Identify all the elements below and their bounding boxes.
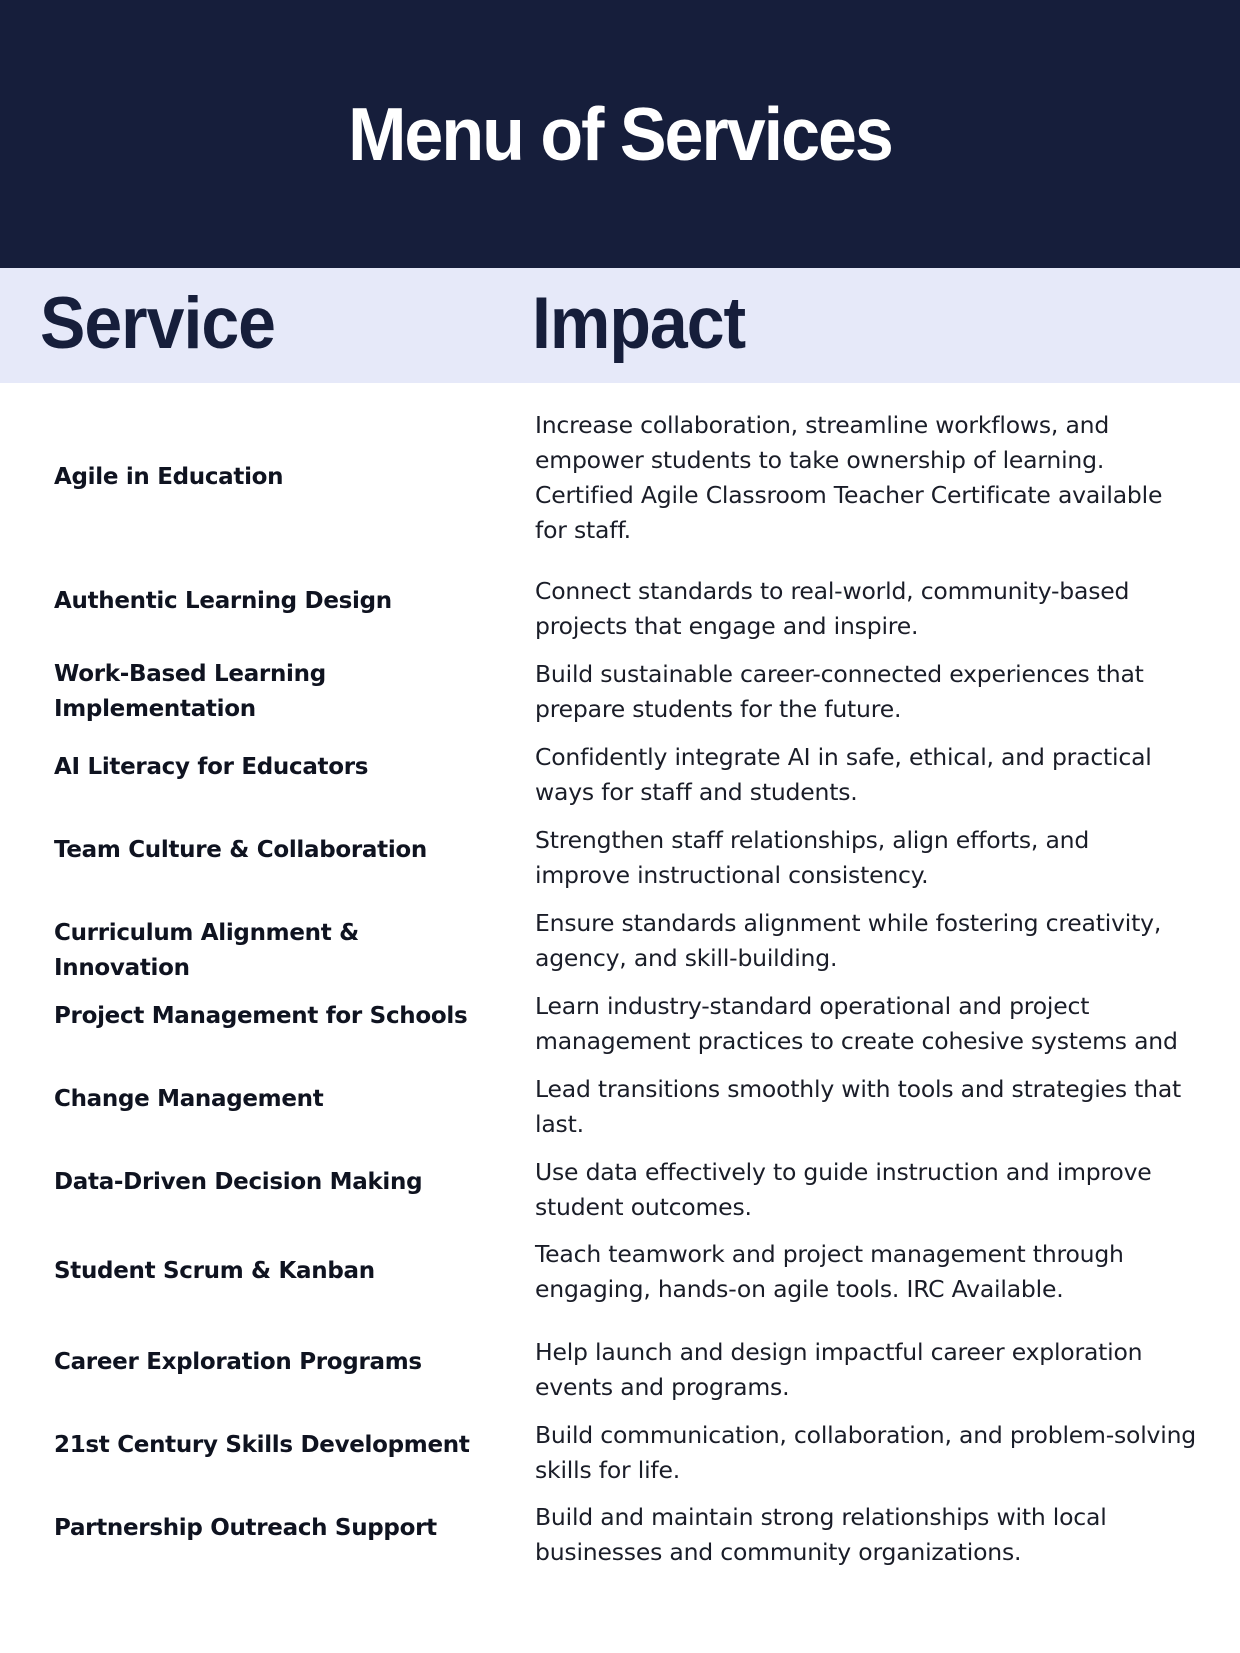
service-name <box>54 916 494 986</box>
service-name <box>54 1082 494 1117</box>
impact-line: Build communication, collaboration, and problem-solving <box>535 1421 1196 1449</box>
service-name <box>54 999 494 1034</box>
service-name-line: Curriculum Alignment & Innovation <box>54 920 359 981</box>
impact-line: student outcomes. <box>535 1193 752 1221</box>
impact-line: empower students to take ownership of learning. <box>535 446 1105 474</box>
impact-line: for staff. <box>535 516 631 544</box>
impact-line: Learn industry-standard operational and project <box>535 992 1090 1020</box>
service-name <box>54 657 494 727</box>
service-name-line: Implementation <box>54 696 256 722</box>
impact-line: Connect standards to real-world, community-based <box>535 577 1130 605</box>
impact-line: Teach teamwork and project management through <box>535 1240 1124 1268</box>
impact-description <box>535 906 1215 976</box>
impact-line: prepare students for the future. <box>535 695 902 723</box>
impact-line: Confidently integrate AI in safe, ethical, and practical <box>535 743 1152 771</box>
impact-description <box>535 1500 1215 1570</box>
service-name <box>54 1428 494 1463</box>
column-header-bar <box>0 268 1240 383</box>
service-name <box>54 833 494 868</box>
impact-column-header: Impact <box>532 281 746 365</box>
service-name-line: Data-Driven Decision Making <box>54 1169 423 1195</box>
service-name <box>54 460 494 495</box>
impact-description <box>535 740 1215 810</box>
service-name-line: Project Management for Schools <box>54 1003 468 1029</box>
impact-line: Lead transitions smoothly with tools and strategies that <box>535 1075 1182 1103</box>
service-name-line: Change Management <box>54 1086 324 1112</box>
service-name-line: Authentic Learning Design <box>54 588 392 614</box>
impact-description <box>535 1237 1215 1307</box>
service-name-line: Team Culture & Collaboration <box>54 837 427 863</box>
page-title: Menu of Services <box>348 91 892 177</box>
impact-line: Help launch and design impactful career exploration <box>535 1338 1143 1366</box>
service-name <box>54 1254 494 1289</box>
impact-description <box>535 1418 1215 1488</box>
impact-line: Use data effectively to guide instruction and improve <box>535 1158 1152 1186</box>
impact-description <box>535 657 1215 727</box>
service-name-line: Agile in Education <box>54 464 284 490</box>
impact-description <box>535 574 1215 644</box>
impact-description <box>535 1155 1215 1225</box>
impact-line: ways for staff and students. <box>535 778 858 806</box>
service-name <box>54 584 494 619</box>
impact-line: agency, and skill-building. <box>535 944 838 972</box>
impact-line: Increase collaboration, streamline workflows, and <box>535 411 1110 439</box>
service-name-line: Career Exploration Programs <box>54 1349 422 1375</box>
impact-line: Ensure standards alignment while fostering creativity, <box>535 909 1162 937</box>
impact-line: events and programs. <box>535 1373 790 1401</box>
service-name <box>54 1511 494 1546</box>
impact-description <box>535 989 1215 1059</box>
service-name-line: 21st Century Skills Development <box>54 1432 470 1458</box>
service-name-line: AI Literacy for Educators <box>54 754 369 780</box>
impact-line: Build sustainable career-connected experiences that <box>535 660 1144 688</box>
impact-description <box>535 823 1215 893</box>
impact-line: Build and maintain strong relationships with local <box>535 1503 1107 1531</box>
impact-line: skills for life. <box>535 1456 680 1484</box>
service-name <box>54 1165 494 1200</box>
impact-line: projects that engage and inspire. <box>535 612 919 640</box>
service-name-line: Partnership Outreach Support <box>54 1515 437 1541</box>
title-banner <box>0 0 1240 268</box>
impact-line: last. <box>535 1110 584 1138</box>
impact-description <box>535 1335 1215 1405</box>
impact-description <box>535 408 1215 548</box>
service-name <box>54 1345 494 1380</box>
impact-line: improve instructional consistency. <box>535 861 929 889</box>
service-name-line: Student Scrum & Kanban <box>54 1258 375 1284</box>
impact-line: Certified Agile Classroom Teacher Certificate available <box>535 481 1163 509</box>
service-name <box>54 750 494 785</box>
impact-line: management practices to create cohesive systems and <box>535 1027 1178 1055</box>
impact-line: engaging, hands-on agile tools. IRC Available. <box>535 1275 1064 1303</box>
service-column-header: Service <box>40 281 275 365</box>
service-name-line: Work-Based Learning <box>54 661 326 687</box>
impact-line: Strengthen staff relationships, align efforts, and <box>535 826 1090 854</box>
impact-description <box>535 1072 1215 1142</box>
impact-line: businesses and community organizations. <box>535 1538 1022 1566</box>
